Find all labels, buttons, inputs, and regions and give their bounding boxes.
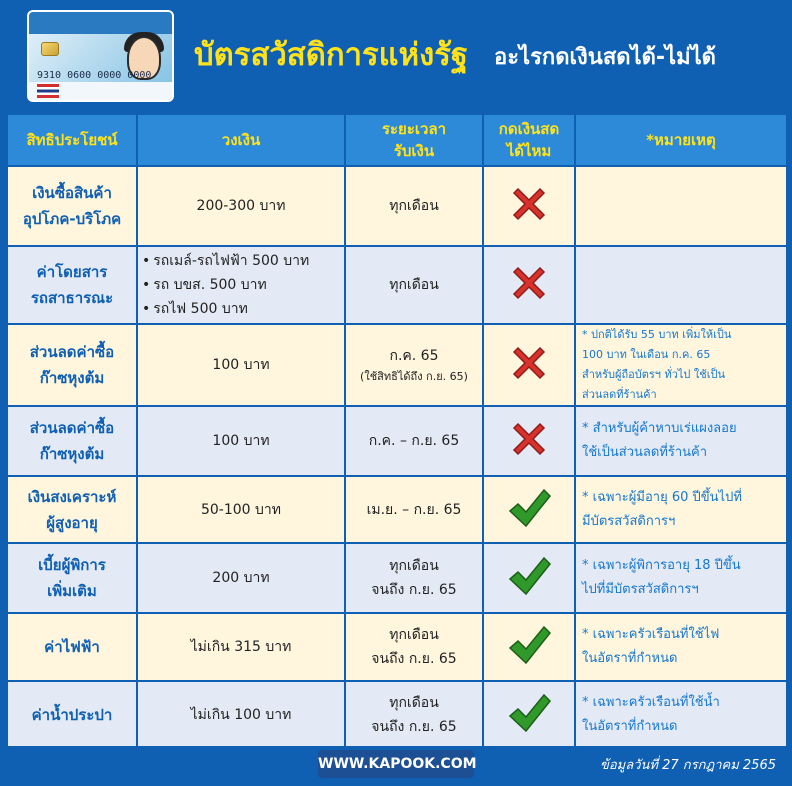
welfare-card-image	[27, 10, 174, 102]
table-row	[7, 406, 787, 476]
list-item: • รถ บขส. 500 บาท	[142, 273, 344, 297]
benefit-cell: ค่าน้ำประปา	[7, 681, 137, 749]
note-cell	[575, 166, 787, 246]
table-row	[7, 246, 787, 324]
cash-cell	[483, 476, 575, 543]
amount-cell: ไม่เกิน 100 บาท	[137, 681, 345, 749]
table-row	[7, 166, 787, 246]
cross-icon	[506, 181, 552, 227]
data-date: ข้อมูลวันที่ 27 กรกฎาคม 2565	[599, 758, 776, 773]
amount-cell: 200 บาท	[137, 543, 345, 613]
cross-icon	[506, 416, 552, 462]
note-cell: * เฉพาะครัวเรือนที่ใช้น้ำ ในอัตราที่กำหนด	[575, 681, 787, 749]
cash-cell	[483, 406, 575, 476]
benefit-cell: เงินซื้อสินค้า อุปโภค-บริโภค	[7, 166, 137, 246]
header-benefit: สิทธิประโยชน์	[7, 114, 137, 166]
period-cell: ทุกเดือน จนถึง ก.ย. 65	[345, 613, 483, 681]
checkmark-icon	[506, 622, 552, 668]
header-banner	[0, 0, 792, 112]
period-cell: ทุกเดือน จนถึง ก.ย. 65	[345, 543, 483, 613]
amount-cell: 100 บาท	[137, 324, 345, 406]
checkmark-icon	[506, 485, 552, 531]
note-cell: * เฉพาะผู้มีอายุ 60 ปีขึ้นไปที่ มีบัตรสวัสดิการฯ	[575, 476, 787, 543]
amount-cell: 200-300 บาท	[137, 166, 345, 246]
note-cell: * ปกติได้รับ 55 บาท เพิ่มให้เป็น 100 บาท ในเดือน ก.ค. 65 สำหรับผู้ถือบัตรฯ ทั่วไป ใช้เป็น ส่วนลดที่ร้านค้า	[575, 324, 787, 406]
cross-icon	[506, 340, 552, 386]
table-row	[7, 543, 787, 613]
cash-cell	[483, 681, 575, 749]
benefit-cell: ส่วนลดค่าซื้อ ก๊าซหุงต้ม	[7, 324, 137, 406]
cross-icon	[506, 260, 552, 306]
amount-cell: ไม่เกิน 315 บาท	[137, 613, 345, 681]
checkmark-icon	[506, 553, 552, 599]
table-header-row	[7, 114, 787, 166]
list-item: • รถไฟ 500 บาท	[142, 297, 344, 321]
cash-cell	[483, 324, 575, 406]
table-row	[7, 476, 787, 543]
amount-cell	[137, 246, 345, 324]
note-cell: * เฉพาะผู้พิการอายุ 18 ปีขึ้น ไปที่มีบัตรสวัสดิการฯ	[575, 543, 787, 613]
benefit-cell: เงินสงเคราะห์ ผู้สูงอายุ	[7, 476, 137, 543]
header-cash: กดเงินสด ได้ไหม	[483, 114, 575, 166]
header-amount: วงเงิน	[137, 114, 345, 166]
note-cell: * เฉพาะครัวเรือนที่ใช้ไฟ ในอัตราที่กำหนด	[575, 613, 787, 681]
benefit-cell: ส่วนลดค่าซื้อ ก๊าซหุงต้ม	[7, 406, 137, 476]
page-subtitle: อะไรกดเงินสดได้-ไม่ได้	[494, 45, 716, 70]
table-row	[7, 613, 787, 681]
benefits-table	[6, 113, 788, 750]
period-cell: ทุกเดือน	[345, 246, 483, 324]
chip-icon	[41, 42, 59, 56]
header-note: *หมายเหตุ	[575, 114, 787, 166]
note-cell: * สำหรับผู้ค้าหาบเร่แผงลอย ใช้เป็นส่วนลดที่ร้านค้า	[575, 406, 787, 476]
checkmark-icon	[506, 690, 552, 736]
period-cell: ก.ค. 65 (ใช้สิทธิได้ถึง ก.ย. 65)	[345, 324, 483, 406]
page-title: บัตรสวัสดิการแห่งรัฐ	[194, 37, 468, 73]
header-period: ระยะเวลา รับเงิน	[345, 114, 483, 166]
cash-cell	[483, 246, 575, 324]
site-link[interactable]: WWW.KAPOOK.COM	[318, 750, 474, 778]
flag-icon	[37, 84, 59, 98]
cash-cell	[483, 543, 575, 613]
amount-cell: 50-100 บาท	[137, 476, 345, 543]
benefit-cell: ค่าโดยสาร รถสาธารณะ	[7, 246, 137, 324]
cash-cell	[483, 613, 575, 681]
amount-cell: 100 บาท	[137, 406, 345, 476]
note-cell	[575, 246, 787, 324]
list-item: • รถเมล์-รถไฟฟ้า 500 บาท	[142, 249, 344, 273]
card-number: 9310 0600 0000 0000	[37, 70, 152, 81]
period-cell: เม.ย. – ก.ย. 65	[345, 476, 483, 543]
table-row	[7, 324, 787, 406]
period-cell: ก.ค. – ก.ย. 65	[345, 406, 483, 476]
table-row	[7, 681, 787, 749]
cash-cell	[483, 166, 575, 246]
period-cell: ทุกเดือน	[345, 166, 483, 246]
benefit-cell: ค่าไฟฟ้า	[7, 613, 137, 681]
period-cell: ทุกเดือน จนถึง ก.ย. 65	[345, 681, 483, 749]
benefit-cell: เบี้ยผู้พิการ เพิ่มเติม	[7, 543, 137, 613]
fare-list	[138, 249, 344, 321]
